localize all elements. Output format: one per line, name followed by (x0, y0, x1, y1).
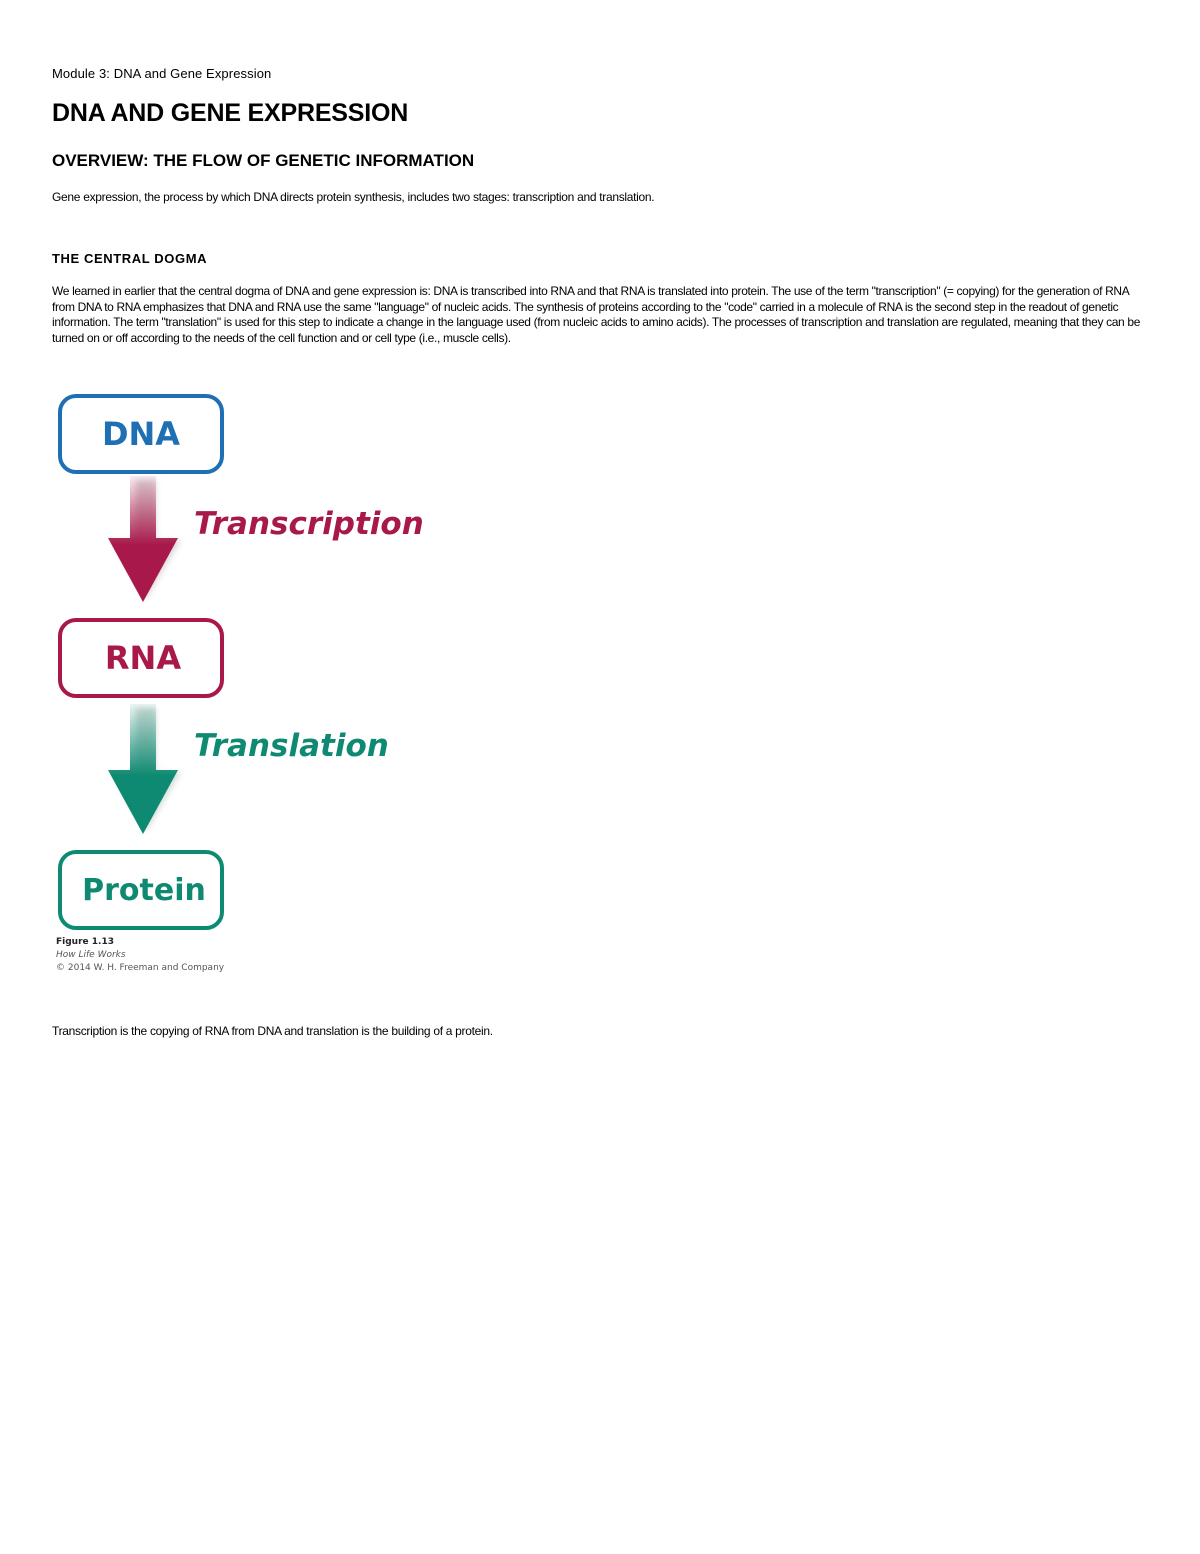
caption-source: How Life Works (56, 950, 126, 960)
protein-box (60, 852, 222, 928)
dna-box (60, 396, 222, 472)
central-dogma-paragraph: We learned in earlier that the central dogma of DNA and gene expression is: DNA is transcribed into RNA and that RNA is translated into protein. The use of the term "transcription" (= copying) for the generation of RNA from DNA to RNA emphasizes that DNA and RNA use the same "language" of nucleic acids. The synthesis of proteins according to the "code" carried in a molecule of RNA is the second step in the readout of genetic information. The term "translation" is used for this step to indicate a change in the language used (from nucleic acids to amino acids). The processes of transcription and translation are regulated, meaning that they can be turned on or off according to the needs of the cell function and or cell type (i.e., muscle cells). (52, 284, 1141, 345)
transcription-label: Transcription (194, 506, 424, 542)
caption-copyright: © 2014 W. H. Freeman and Company (56, 963, 225, 973)
closing-paragraph: Transcription is the copying of RNA from DNA and translation is the building of a protein. (52, 1024, 493, 1038)
central-dogma-diagram (52, 388, 432, 933)
figure-caption (56, 936, 224, 975)
overview-heading: OVERVIEW: THE FLOW OF GENETIC INFORMATION (52, 151, 475, 170)
module-line: Module 3: DNA and Gene Expression (52, 66, 272, 81)
protein-label: Protein (82, 873, 206, 908)
rna-box (60, 620, 222, 696)
overview-paragraph: Gene expression, the process by which DNA directs protein synthesis, includes two stages: transcription and translation. (52, 190, 655, 204)
translation-label: Translation (194, 728, 389, 764)
page-title: DNA AND GENE EXPRESSION (52, 99, 409, 127)
central-dogma-heading: THE CENTRAL DOGMA (52, 251, 208, 266)
translation-arrow (108, 704, 181, 834)
rna-label: RNA (104, 639, 182, 677)
dna-label: DNA (101, 415, 181, 453)
central-dogma-figure (52, 388, 432, 988)
transcription-arrow (108, 476, 181, 602)
caption-figure-number: Figure 1.13 (56, 937, 114, 947)
